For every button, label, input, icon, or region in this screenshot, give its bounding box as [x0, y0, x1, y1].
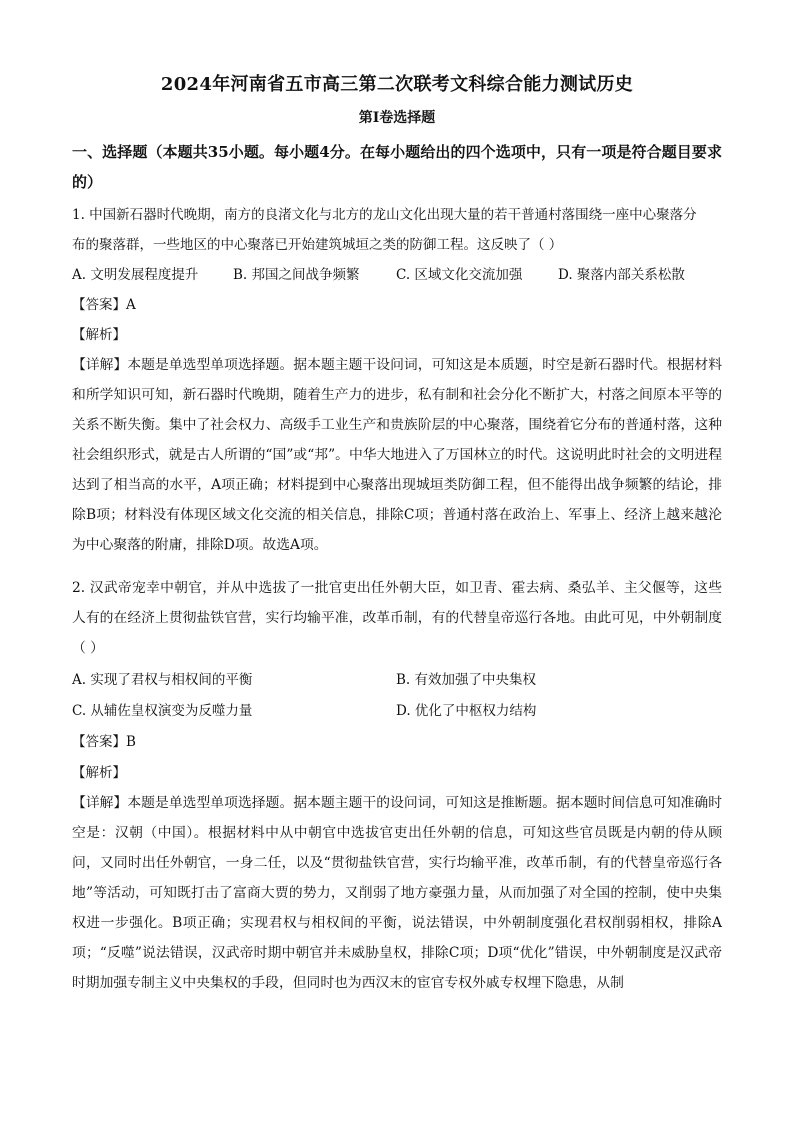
- q1-option-c: C. 区域文化交流加强: [396, 267, 523, 283]
- q1-stem-line-2: 布的聚落群，一些地区的中心聚落已开始建筑城垣之类的防御工程。这反映了（ ）: [72, 237, 563, 253]
- q2-answer: 【答案】B: [72, 734, 136, 750]
- q1-option-b: B. 邦国之间战争频繁: [233, 267, 360, 283]
- q1-answer: 【答案】A: [72, 297, 136, 313]
- q2-option-b: B. 有效加强了中央集权: [396, 672, 537, 688]
- q1-option-d: D. 聚落内部关系松散: [558, 267, 685, 283]
- q2-detail: 【详解】本题是单选型单项选择题。据本题主题干的设问词，可知这是推断题。据本题时间信息可知准确时空是：汉朝（中国）。根据材料中从中朝官中选拔官吏出任外朝的信息，可知这些官员既是内朝的侍从顾问，又同时出任外朝官，一身二任，以及“贯彻盐铁官营，实行均输平准，改革币制，有的代替皇帝巡行各地”等活动，可知既打击了富商大贾的势力，又削弱了地方豪强力量，从而加强了对全国的控制，使中央集权进一步强化。B项正确；实现君权与相权间的平衡，说法错误，中外朝制度强化君权削弱相权，排除A项；“反噬”说法错误，汉武帝时期中朝官并未威胁皇权，排除C项；D项“优化”错误，中外朝制度是汉武帝时期加强专制主义中央集权的手段，但同时也为西汉末的宦官专权外戚专权埋下隐患，从制: [72, 795, 722, 991]
- document-title: 2024年河南省五市高三第二次联考文科综合能力测试历史: [160, 74, 634, 95]
- q2-analysis-label: 【解析】: [72, 765, 126, 781]
- part-heading: 第I卷选择题: [358, 110, 436, 126]
- section-heading: 一、选择题（本题共35小题。每小题4分。在每小题给出的四个选项中，只有一项是符合题目要求的）: [72, 143, 722, 191]
- q1-stem-line-1: 1. 中国新石器时代晚期，南方的良渚文化与北方的龙山文化出现大量的若干普通村落围绕一座中心聚落分: [72, 207, 697, 223]
- q2-stem: 2. 汉武帝宠幸中朝官，并从中选拔了一批官吏出任外朝大臣，如卫青、霍去病、桑弘羊、主父偃等，这些人有的在经济上贯彻盐铁官营，实行均输平准，改革币制，有的代替皇帝巡行各地。由此可见，中外朝制度（ ）: [72, 580, 722, 656]
- q2-option-c: C. 从辅佐皇权演变为反噬力量: [72, 703, 253, 719]
- q1-detail: 【详解】本题是单选型单项选择题。据本题主题干设问词，可知这是本质题，时空是新石器时代。根据材料和所学知识可知，新石器时代晚期，随着生产力的进步，私有制和社会分化不断扩大，村落之间原本平等的关系不断失衡。集中了社会权力、高级手工业生产和贵族阶层的中心聚落，围绕着它分布的普通村落，这种社会组织形式，就是古人所谓的“国”或“邦”。中华大地进入了万国林立的时代。这说明此时社会的文明进程达到了相当高的水平，A项正确；材料提到中心聚落出现城垣类防御工程，但不能得出战争频繁的结论，排除B项；材料没有体现区域文化交流的相关信息，排除C项；普通村落在政治上、军事上、经济上越来越沦为中心聚落的附庸，排除D项。故选A项。: [72, 357, 722, 553]
- q1-option-a: A. 文明发展程度提升: [72, 267, 199, 283]
- q1-analysis-label: 【解析】: [72, 327, 126, 343]
- q2-option-a: A. 实现了君权与相权间的平衡: [72, 672, 253, 688]
- q2-option-d: D. 优化了中枢权力结构: [396, 703, 537, 719]
